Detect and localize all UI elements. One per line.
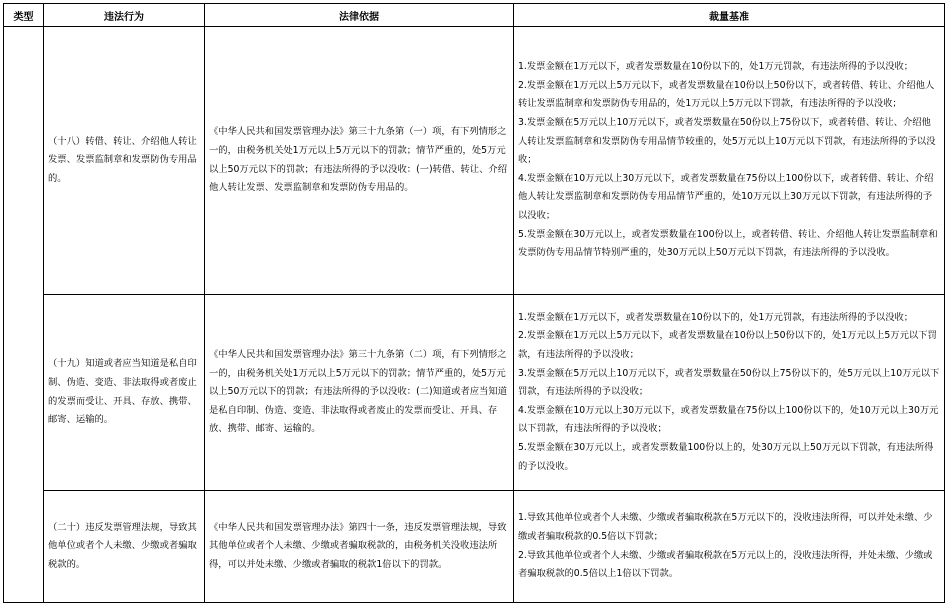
header-row — [4, 4, 945, 27]
header-category: 类型 — [4, 4, 44, 27]
table-row — [4, 27, 945, 295]
standard-item: 3.发票金额在5万元以上10万元以下，或者发票数量在50份以上75份以下，或者转借、转让、介绍他人转让发票监制章和发票防伪专用品情节较重的，处5万元以上10万元以下罚款，有违法所得的予以没收； — [518, 117, 936, 166]
penalty-standards-table — [3, 3, 945, 603]
standard-item: 5.发票金额在30万元以上，或者发票数量在100份以上，或者转借、转让、介绍他人转让发票监制章和发票防伪专用品情节特别严重的，处30万元以上50万元以下罚款，有违法所得的予以没收。 — [518, 228, 938, 259]
violation-cell: （二十）违反发票管理法规，导致其他单位或者个人未缴、少缴或者骗取税款的。 — [44, 491, 205, 603]
standard-item: 1.发票金额在1万元以下，或者发票数量在10份以下的，处1万元罚款，有违法所得的予以没收； — [518, 61, 914, 73]
header-legal-basis: 法律依据 — [205, 4, 514, 27]
category-cell — [4, 27, 44, 603]
standard-item: 2.导致其他单位或者个人未缴、少缴或者骗取税款在5万元以上的，没收违法所得，并处未缴、少缴或者骗取税款的0.5倍以上1倍以下罚款。 — [518, 549, 933, 580]
standard-item: 1.发票金额在1万元以下，或者发票数量在10份以下的，处1万元罚款，有违法所得的予以没收； — [518, 311, 914, 323]
legal-basis-cell: 《中华人民共和国发票管理办法》第三十九条第（一）项，有下列情形之一的，由税务机关处1万元以上5万元以下的罚款；情节严重的，处5万元以上50万元以下的罚款；有违法所得的予以没收：(一)转借、转让、介绍他人转让发票、发票监制章和发票防伪专用品的。 — [205, 27, 514, 295]
legal-basis-cell: 《中华人民共和国发票管理办法》第三十九条第（二）项，有下列情形之一的，由税务机关处1万元以上5万元以下的罚款；情节严重的，处5万元以上50万元以下的罚款；有违法所得的予以没收：(二)知道或者应当知道是私自印制、伪造、变造、非法取得或者废止的发票而受让、开具、存放、携带、邮寄、运输的。 — [205, 295, 514, 491]
table-row — [4, 295, 945, 491]
standard-item: 4.发票金额在10万元以上30万元以下，或者发票数量在75份以上100份以下的，处10万元以上30万元以下罚款，有违法所得的予以没收； — [518, 404, 939, 435]
standard-cell — [514, 491, 945, 603]
header-standard: 裁量基准 — [514, 4, 945, 27]
standard-item: 5.发票金额在30万元以上，或者发票数量100份以上的，处30万元以上50万元以下罚款，有违法所得的予以没收。 — [518, 441, 934, 472]
table-row — [4, 491, 945, 603]
legal-basis-cell: 《中华人民共和国发票管理办法》第四十一条，违反发票管理法规，导致其他单位或者个人未缴、少缴或者骗取税款的，由税务机关没收违法所得，可以并处未缴、少缴或者骗取的税款1倍以下的罚款。 — [205, 491, 514, 603]
standard-cell — [514, 27, 945, 295]
standard-item: 1.导致其他单位或者个人未缴、少缴或者骗取税款在5万元以下的，没收违法所得，可以并处未缴、少缴或者骗取税款的0.5倍以下罚款； — [518, 512, 933, 542]
standard-item: 2.发票金额在1万元以上5万元以下，或者发票数量在10份以上50份以下的，处1万元以上5万元以下罚款，有违法所得的予以没收； — [518, 330, 937, 361]
violation-cell: （十八）转借、转让、介绍他人转让发票、发票监制章和发票防伪专用品的。 — [44, 27, 205, 295]
violation-cell: （十九）知道或者应当知道是私自印制、伪造、变造、非法取得或者废止的发票而受让、开具、存放、携带、邮寄、运输的。 — [44, 295, 205, 491]
standard-item: 2.发票金额在1万元以上5万元以下，或者发票数量在10份以上50份以下，或者转借、转让、介绍他人转让发票监制章和发票防伪专用品的，处1万元以上5万元以下罚款，有违法所得的予以没收； — [518, 79, 935, 110]
header-violation: 违法行为 — [44, 4, 205, 27]
standard-item: 4.发票金额在10万元以上30万元以下，或者发票数量在75份以上100份以下，或者转借、转让、介绍他人转让发票监制章和发票防伪专用品情节严重的，处10万元以上30万元以下罚款，有违法所得的予以没收； — [518, 172, 934, 221]
standard-item: 3.发票金额在5万元以上10万元以下，或者发票数量在50份以上75份以下的，处5万元以上10万元以下罚款，有违法所得的予以没收； — [518, 367, 940, 398]
standard-cell — [514, 295, 945, 491]
